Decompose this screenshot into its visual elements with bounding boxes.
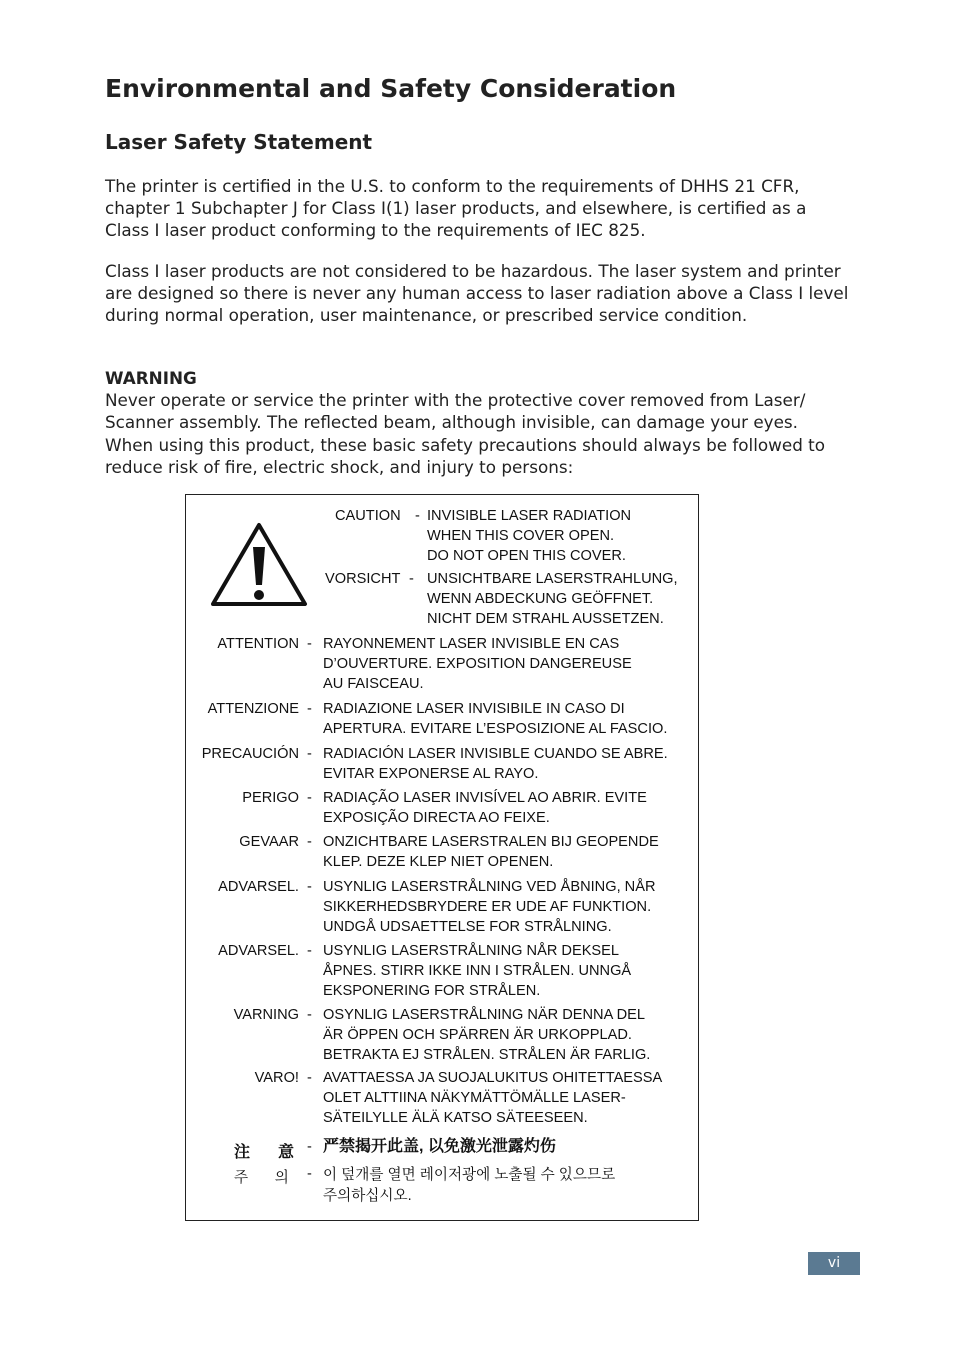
label-dash: -: [307, 1166, 312, 1182]
label-dash: -: [307, 834, 312, 850]
attenzione-line: RADIAZIONE LASER INVISIBILE IN CASO DI: [323, 701, 625, 717]
precautions-text: When using this product, these basic safety precautions should always be followed to reduce risk of fire, electric shock, and injury to persons:: [105, 435, 826, 477]
label-dash: -: [307, 636, 312, 652]
advarsel-da-line: USYNLIG LASERSTRÅLNING VED ÅBNING, NÅR: [323, 879, 656, 895]
advarsel-da-line: SIKKERHEDSBRYDERE ER UDE AF FUNKTION.: [323, 899, 652, 915]
caution-line: DO NOT OPEN THIS COVER.: [427, 548, 626, 564]
label-caution: CAUTION: [335, 508, 401, 524]
laser-caution-label: [185, 494, 699, 1221]
caution-line: WHEN THIS COVER OPEN.: [427, 528, 615, 544]
label-dash: -: [409, 571, 414, 587]
label-varo: VARO!: [254, 1070, 299, 1086]
varning-line: ÄR ÖPPEN OCH SPÄRREN ÄR URKOPPLAD.: [323, 1027, 632, 1043]
perigo-line: RADIAÇÃO LASER INVISÍVEL AO ABRIR. EVITE: [323, 790, 647, 806]
label-dash: -: [307, 879, 312, 895]
caution-line: INVISIBLE LASER RADIATION: [427, 508, 632, 524]
label-precaucion: PRECAUCIÓN: [201, 746, 299, 762]
label-attenzione: ATTENZIONE: [207, 701, 299, 717]
warning-triangle-icon: [210, 521, 308, 607]
varo-line: SÄTEILYLLE ÄLÄ KATSO SÄTEESEEN.: [323, 1110, 588, 1126]
label-chinese: 注 意: [234, 1144, 301, 1161]
warning-heading: WARNING: [105, 368, 197, 388]
korean-line: 이 덮개를 열면 레이저광에 노출될 수 있으므로: [323, 1167, 616, 1183]
label-korean: 주 의: [234, 1170, 295, 1186]
varning-line: BETRAKTA EJ STRÅLEN. STRÅLEN ÄR FARLIG.: [323, 1047, 651, 1063]
gevaar-line: ONZICHTBARE LASERSTRALEN BIJ GEOPENDE: [323, 834, 659, 850]
label-perigo: PERIGO: [242, 790, 299, 806]
advarsel-da-line: UNDGÅ UDSAETTELSE FOR STRÅLNING.: [323, 919, 612, 935]
paragraph-certification: The printer is certified in the U.S. to conform to the requirements of DHHS 21 CFR, chapter 1 Subchapter J for Class I(1) laser products, and elsewhere, is certified as a Class I laser product conforming to the requirements of IEC 825.: [105, 176, 807, 240]
chinese-line: 严禁揭开此盖, 以免激光泄露灼伤: [323, 1138, 556, 1155]
page-title: Environmental and Safety Consideration: [105, 74, 677, 103]
korean-line: 주의하십시오.: [323, 1188, 412, 1204]
paragraph-class-one: Class I laser products are not considered to be hazardous. The laser system and printer are designed so there is never any human access to laser radiation above a Class I level during normal operation, user maintenance, or prescribed service condition.: [105, 261, 849, 325]
vorsicht-line: WENN ABDECKUNG GEÖFFNET.: [427, 591, 654, 607]
label-attention: ATTENTION: [217, 636, 299, 652]
label-advarsel-da: ADVARSEL.: [218, 879, 299, 895]
varo-line: AVATTAESSA JA SUOJALUKITUS OHITETTAESSA: [323, 1070, 663, 1086]
perigo-line: EXPOSIÇÃO DIRECTA AO FEIXE.: [323, 810, 550, 826]
attention-line: D’OUVERTURE. EXPOSITION DANGEREUSE: [323, 656, 632, 672]
advarsel-no-line: USYNLIG LASERSTRÅLNING NÅR DEKSEL: [323, 943, 620, 959]
label-dash: -: [307, 1007, 312, 1023]
label-dash: -: [307, 746, 312, 762]
label-dash: -: [307, 943, 312, 959]
label-dash: -: [415, 508, 420, 524]
precaucion-line: RADIACIÓN LASER INVISIBLE CUANDO SE ABRE.: [323, 746, 668, 762]
advarsel-no-line: EKSPONERING FOR STRÅLEN.: [323, 983, 541, 999]
varo-line: OLET ALTTIINA NÄKYMÄTTÖMÄLLE LASER-: [323, 1090, 626, 1106]
section-title: Laser Safety Statement: [105, 130, 373, 154]
label-advarsel-no: ADVARSEL.: [218, 943, 299, 959]
warning-text: Never operate or service the printer with the protective cover removed from Laser/ Scanner assembly. The reflected beam, although invisible, can damage your eyes.: [105, 390, 806, 432]
label-gevaar: GEVAAR: [239, 834, 299, 850]
attention-line: RAYONNEMENT LASER INVISIBLE EN CAS: [323, 636, 620, 652]
page-number-badge: vi: [808, 1252, 860, 1275]
gevaar-line: KLEP. DEZE KLEP NIET OPENEN.: [323, 854, 554, 870]
label-dash: -: [307, 1139, 312, 1155]
precaucion-line: EVITAR EXPONERSE AL RAYO.: [323, 766, 539, 782]
vorsicht-line: UNSICHTBARE LASERSTRAHLUNG,: [427, 571, 678, 587]
attention-line: AU FAISCEAU.: [323, 676, 424, 692]
label-vorsicht: VORSICHT: [325, 571, 401, 587]
label-varning: VARNING: [233, 1007, 299, 1023]
advarsel-no-line: ÅPNES. STIRR IKKE INN I STRÅLEN. UNNGÅ: [323, 963, 632, 979]
label-dash: -: [307, 790, 312, 806]
label-dash: -: [307, 701, 312, 717]
label-dash: -: [307, 1070, 312, 1086]
vorsicht-line: NICHT DEM STRAHL AUSSETZEN.: [427, 611, 664, 627]
varning-line: OSYNLIG LASERSTRÅLNING NÄR DENNA DEL: [323, 1007, 645, 1023]
attenzione-line: APERTURA. EVITARE L’ESPOSIZIONE AL FASCIO.: [323, 721, 668, 737]
